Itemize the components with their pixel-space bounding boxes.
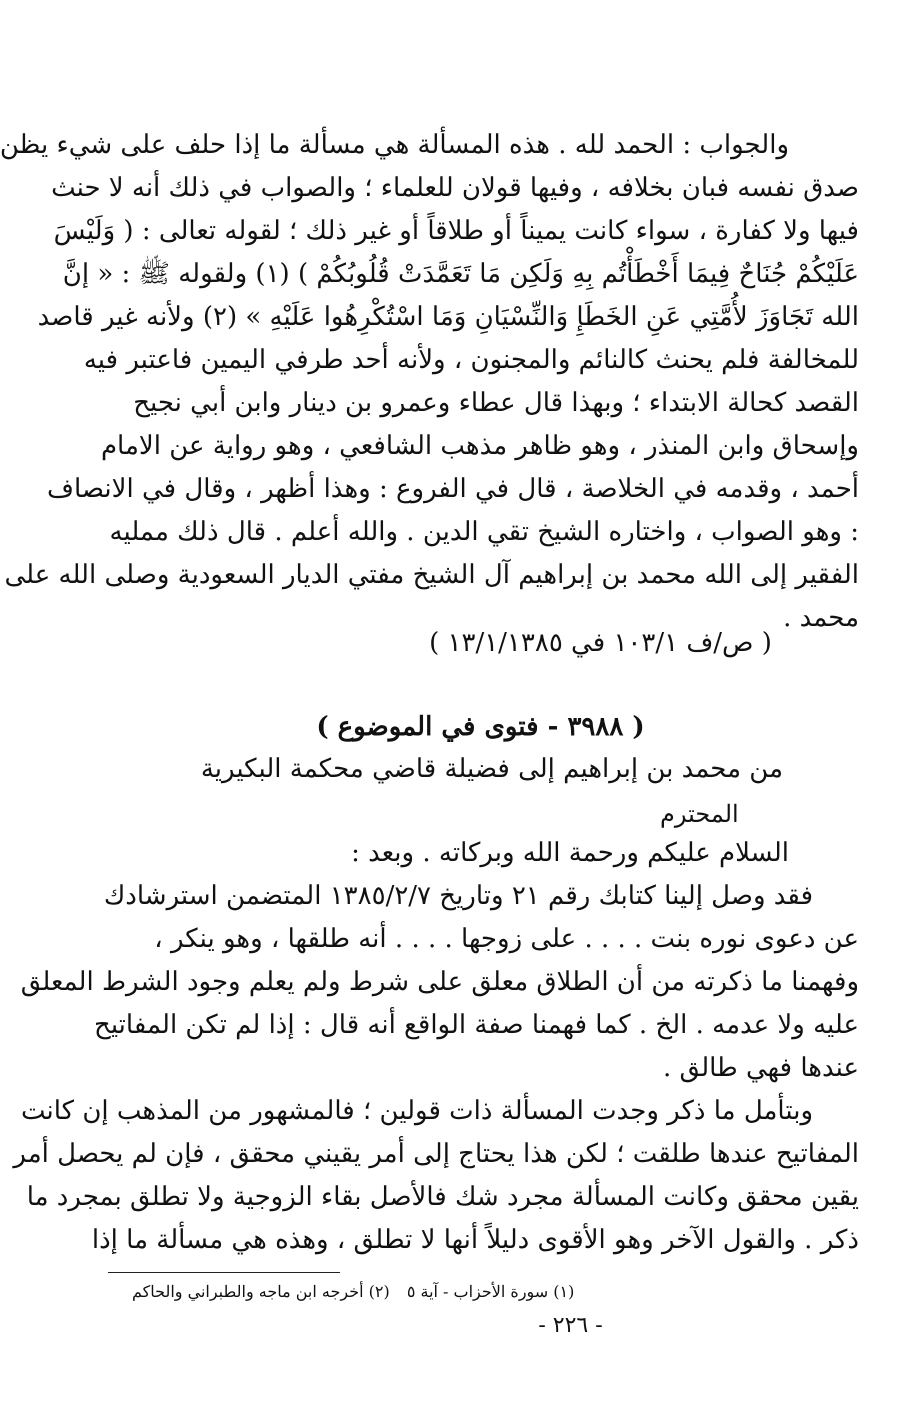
footnotes [120,1282,574,1301]
text-line: القصد كحالة الابتداء ؛ وبهذا قال عطاء وعمرو بن دينار وابن أبي نجيح [133,388,859,418]
honorific: المحترم [660,800,739,828]
fatwa-addressee: من محمد بن إبراهيم إلى فضيلة قاضي محكمة البكيرية [200,754,783,784]
fatwa-heading: ( ٣٩٨٨ - فتوى في الموضوع ) [316,712,645,742]
text-line: الفقير إلى الله محمد بن إبراهيم آل الشيخ مفتي الديار السعودية وصلى الله على [4,560,859,590]
footnote-1: (١) سورة الأحزاب - آية ٥ [406,1282,575,1301]
text-line: وإسحاق وابن المنذر ، وهو ظاهر مذهب الشافعي ، وهو رواية عن الامام [100,431,859,461]
text-line: الله تَجَاوَزَ لأُمَّتِي عَنِ الخَطَإِ وَالنِّسْيَانِ وَمَا اسْتُكْرِهُوا عَلَيْهِ » (٢) ولأنه غير قاصد [37,302,859,332]
footnote-2: (٢) أخرجه ابن ماجه والطبراني والحاكم [132,1282,390,1301]
text-line: المفاتيح عندها طلقت ؛ لكن هذا يحتاج إلى أمر يقيني محقق ، فإن لم يحصل أمر [13,1139,859,1169]
answer-paragraph [0,124,859,640]
text-line: للمخالفة فلم يحنث كالنائم والمجنون ، ولأنه أحد طرفي اليمين فاعتبر فيه [83,345,859,375]
text-line: وبتأمل ما ذكر وجدت المسألة ذات قولين ؛ فالمشهور من المذهب إن كانت [20,1096,813,1126]
text-line: عَلَيْكُمْ جُنَاحٌ فِيمَا أَخْطَأْتُم بِهِ وَلَكِن مَا تَعَمَّدَتْ قُلُوبُكُمْ ) (١) ولقوله ﷺ : « إنَّ [62,259,859,289]
text-line: ذكر . والقول الآخر وهو الأقوى دليلاً أنها لا تطلق ، وهذه هي مسألة ما إذا [91,1225,859,1255]
text-line: عليه ولا عدمه . الخ . كما فهمنا صفة الواقع أنه قال : إذا لم تكن المفاتيح [94,1010,859,1040]
text-line: وفهمنا ما ذكرته من أن الطلاق معلق على شرط ولم يعلم وجود الشرط المعلق [20,967,859,997]
text-line: يقين محقق وكانت المسألة مجرد شك فالأصل بقاء الزوجية ولا تطلق بمجرد ما [26,1182,859,1212]
source-reference [50,628,911,658]
text-line: فقد وصل إلينا كتابك رقم ٢١ وتاريخ ١٣٨٥/٢/٧ المتضمن استرشادك [103,881,813,911]
text-line: السلام عليكم ورحمة الله وبركاته . وبعد : [351,838,789,868]
text-line: : وهو الصواب ، واختاره الشيخ تقي الدين . والله أعلم . قال ذلك ممليه [109,517,859,547]
text-line: والجواب : الحمد لله . هذه المسألة هي مسألة ما إذا حلف على شيء يظن [0,130,789,160]
text-line: عندها فهي طالق . [662,1053,859,1083]
letter-body [13,832,859,1262]
page-number: - ٢٢٦ - [538,1313,603,1338]
text-line: صدق نفسه فبان بخلافه ، وفيها قولان للعلماء ؛ والصواب في ذلك أنه لا حنث [51,173,859,203]
text-line: أحمد ، وقدمه في الخلاصة ، قال في الفروع : وهذا أظهر ، وقال في الانصاف [47,474,859,504]
text-line: فيها ولا كفارة ، سواء كانت يميناً أو طلاقاً أو غير ذلك ؛ لقوله تعالى : ( وَلَيْسَ [53,216,859,246]
source-reference-text: ( ص/ف ١٠٣/١ في ١٣/١/١٣٨٥ ) [429,628,772,658]
text-line: محمد . [783,603,859,633]
footnote-divider [108,1272,340,1273]
text-line: عن دعوى نوره بنت . . . . على زوجها . . . . أنه طلقها ، وهو ينكر ، [154,924,859,954]
